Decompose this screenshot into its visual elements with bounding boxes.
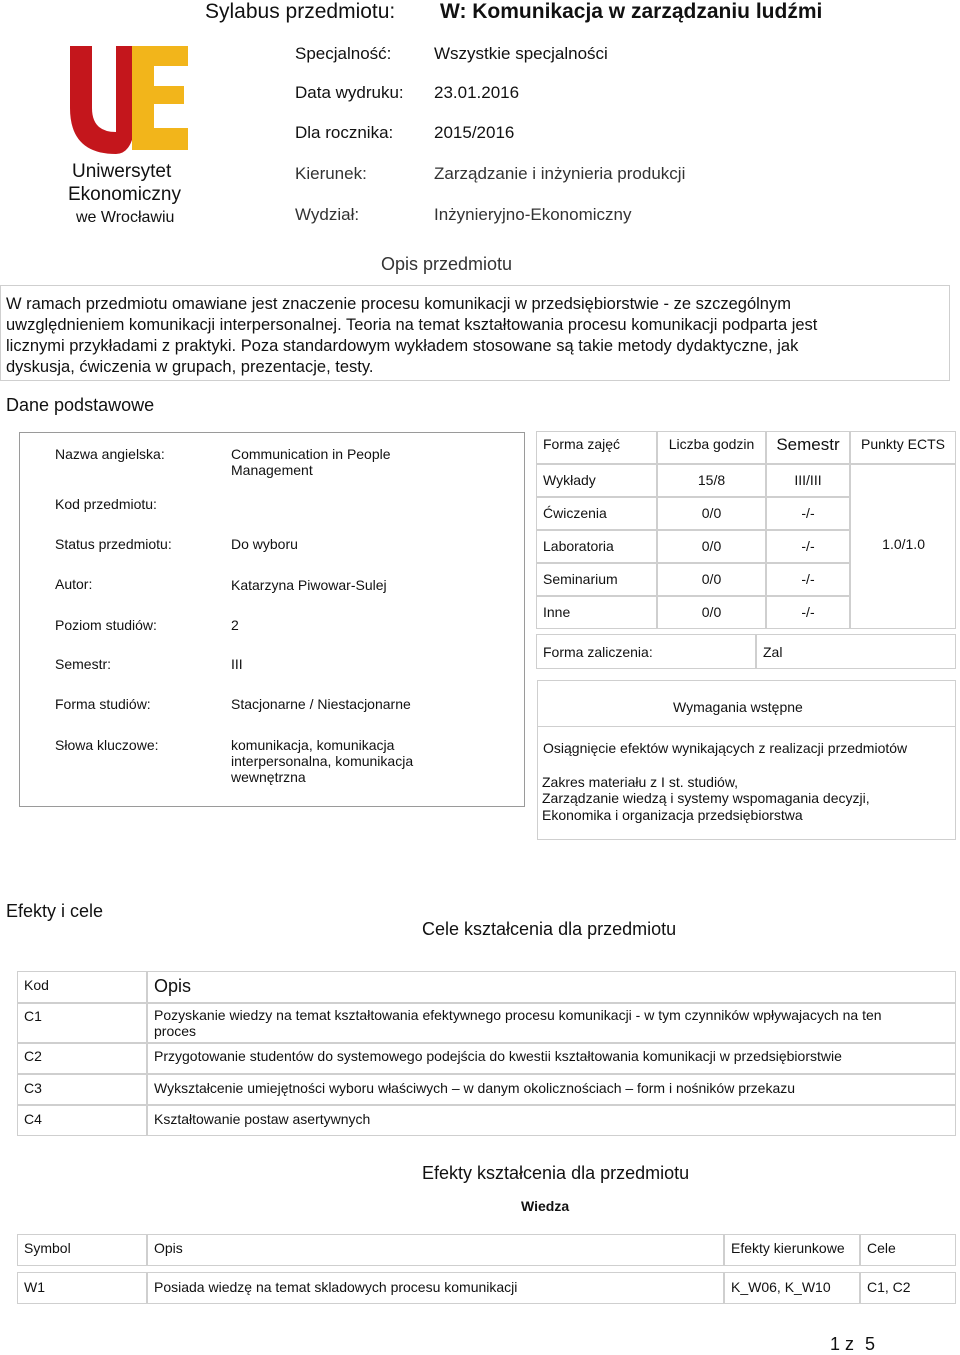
field-label-kierunek: Kierunek: (295, 164, 367, 183)
level-label: Poziom studiów: (55, 617, 157, 633)
goal-code: C2 (17, 1043, 147, 1074)
classes-row-form: Ćwiczenia (536, 497, 657, 530)
field-label-data: Data wydruku: (295, 83, 404, 102)
classes-header-hours: Liczba godzin (657, 431, 766, 464)
classes-row-semester: -/- (766, 563, 850, 596)
description-line-1: W ramach przedmiotu omawiane jest znaczenie procesu komunikacji w przedsiębiorstwie - ze szczególnym (6, 295, 791, 313)
goal-desc: Przygotowanie studentów do systemowego podejścia do kwestii kształtowania komunikacji w przedsiębiorstwie (147, 1043, 956, 1074)
goal-code: C3 (17, 1074, 147, 1105)
keywords-label: Słowa kluczowe: (55, 737, 159, 753)
outcome-symbol: W1 (17, 1272, 147, 1304)
goals-table-heading: Cele kształcenia dla przedmiotu (422, 919, 677, 939)
goal-desc-line: Pozyskanie wiedzy na temat kształtowania efektywnego procesu komunikacji - w tym czynników wpływajacych na ten (154, 1007, 882, 1023)
field-label-wydzial: Wydział: (295, 205, 360, 224)
outcomes-subheading: Wiedza (521, 1198, 570, 1214)
status-label: Status przedmiotu: (55, 536, 172, 552)
keywords-value-3: wewnętrzna (231, 769, 306, 785)
status-value: Do wyboru (231, 536, 298, 552)
goals-section-heading: Efekty i cele (6, 901, 104, 921)
classes-row-form: Inne (536, 596, 657, 629)
page-current: 1 (830, 1334, 841, 1354)
name-en-value-1: Communication in People (231, 446, 391, 462)
goals-header-code: Kod (17, 971, 147, 1003)
author-label: Autor: (55, 576, 93, 592)
requirements-line-1: Osiągnięcie efektów wynikających z realizacji przedmiotów (543, 740, 908, 756)
field-label-specjalnosc: Specjalność: (295, 44, 392, 63)
goal-desc (147, 1003, 956, 1043)
assessment-label: Forma zaliczenia: (536, 634, 756, 669)
requirements-line-4: Ekonomika i organizacja przedsiębiorstwa (542, 807, 803, 823)
university-logo (66, 42, 190, 154)
semester-label: Semestr: (55, 656, 112, 672)
classes-header-form: Forma zajęć (536, 431, 657, 464)
field-value-rocznik: 2015/2016 (434, 123, 515, 142)
form-label: Forma studiów: (55, 696, 151, 712)
field-value-data: 23.01.2016 (434, 83, 520, 102)
field-value-wydzial: Inżynieryjno-Ekonomiczny (434, 205, 632, 224)
name-en-value-2: Management (231, 462, 313, 478)
goal-desc-line: proces (154, 1023, 197, 1039)
goal-desc: Wykształcenie umiejętności wyboru właściwych – w danym okolicznościach – form i nośników przekazu (147, 1074, 956, 1105)
course-title: W: Komunikacja w zarządzaniu ludźmi (440, 0, 823, 23)
classes-row-form: Wykłady (536, 464, 657, 497)
classes-row-hours: 0/0 (657, 530, 766, 563)
classes-row-hours: 0/0 (657, 563, 766, 596)
requirements-line-3: Zarządzanie wiedzą i systemy wspomagania decyzji, (542, 790, 870, 806)
outcomes-heading: Efekty kształcenia dla przedmiotu (422, 1163, 690, 1183)
logo-line-1: Uniwersytet (72, 161, 172, 182)
requirements-divider (537, 726, 956, 727)
outcomes-header-goals: Cele (860, 1234, 956, 1266)
requirements-line-2: Zakres materiału z I st. studiów, (542, 774, 739, 790)
goals-header-desc: Opis (147, 971, 956, 1003)
requirements-heading: Wymagania wstępne (673, 699, 803, 715)
outcome-goals: C1, C2 (860, 1272, 956, 1304)
logo-u-shape (70, 46, 116, 154)
classes-row-semester: -/- (766, 497, 850, 530)
basic-data-heading: Dane podstawowe (6, 395, 155, 415)
name-en-label: Nazwa angielska: (55, 446, 165, 462)
classes-row-hours: 0/0 (657, 497, 766, 530)
classes-row-semester: -/- (766, 596, 850, 629)
logo-e-shape (132, 46, 188, 150)
code-label: Kod przedmiotu: (55, 496, 157, 512)
keywords-value-2: interpersonalna, komunikacja (231, 753, 414, 769)
goal-code: C1 (17, 1003, 147, 1043)
page-of: z (845, 1334, 855, 1354)
field-value-specjalnosc: Wszystkie specjalności (434, 44, 608, 63)
classes-row-form: Seminarium (536, 563, 657, 596)
classes-header-ects: Punkty ECTS (850, 431, 956, 464)
ects-value: 1.0/1.0 (850, 464, 956, 629)
page-total: 5 (865, 1334, 876, 1354)
semester-value: III (231, 656, 243, 672)
field-value-kierunek: Zarządzanie i inżynieria produkcji (434, 164, 686, 183)
classes-header-semester: Semestr (766, 431, 850, 464)
outcome-desc: Posiada wiedzę na temat skladowych procesu komunikacji (147, 1272, 724, 1304)
description-line-4: dyskusja, ćwiczenia w grupach, prezentacje, testy. (6, 358, 374, 376)
description-line-3: licznymi przykładami z praktyki. Poza standardowym wykładem stosowane są takie metody dydaktyczne, jak (6, 337, 799, 355)
assessment-value: Zal (756, 634, 956, 669)
description-line-2: uwzględnieniem komunikacji interpersonalnej. Teoria na temat kształtowania procesu komunikacji podparta jest (6, 316, 818, 334)
outcomes-header-symbol: Symbol (17, 1234, 147, 1266)
classes-row-hours: 15/8 (657, 464, 766, 497)
outcome-effects: K_W06, K_W10 (724, 1272, 860, 1304)
sylabus-label: Sylabus przedmiotu: (205, 0, 396, 23)
keywords-value-1: komunikacja, komunikacja (231, 737, 395, 753)
classes-row-form: Laboratoria (536, 530, 657, 563)
author-value: Katarzyna Piwowar-Sulej (231, 577, 387, 593)
goal-code: C4 (17, 1105, 147, 1136)
logo-line-3: we Wrocławiu (76, 209, 175, 226)
classes-row-semester: -/- (766, 530, 850, 563)
classes-row-hours: 0/0 (657, 596, 766, 629)
description-heading: Opis przedmiotu (381, 254, 513, 274)
level-value: 2 (231, 617, 239, 633)
outcomes-header-desc: Opis (147, 1234, 724, 1266)
form-value: Stacjonarne / Niestacjonarne (231, 696, 411, 712)
outcomes-header-effects: Efekty kierunkowe (724, 1234, 860, 1266)
logo-line-2: Ekonomiczny (68, 184, 181, 205)
goal-desc: Kształtowanie postaw asertywnych (147, 1105, 956, 1136)
field-label-rocznik: Dla rocznika: (295, 123, 394, 142)
classes-row-semester: III/III (766, 464, 850, 497)
